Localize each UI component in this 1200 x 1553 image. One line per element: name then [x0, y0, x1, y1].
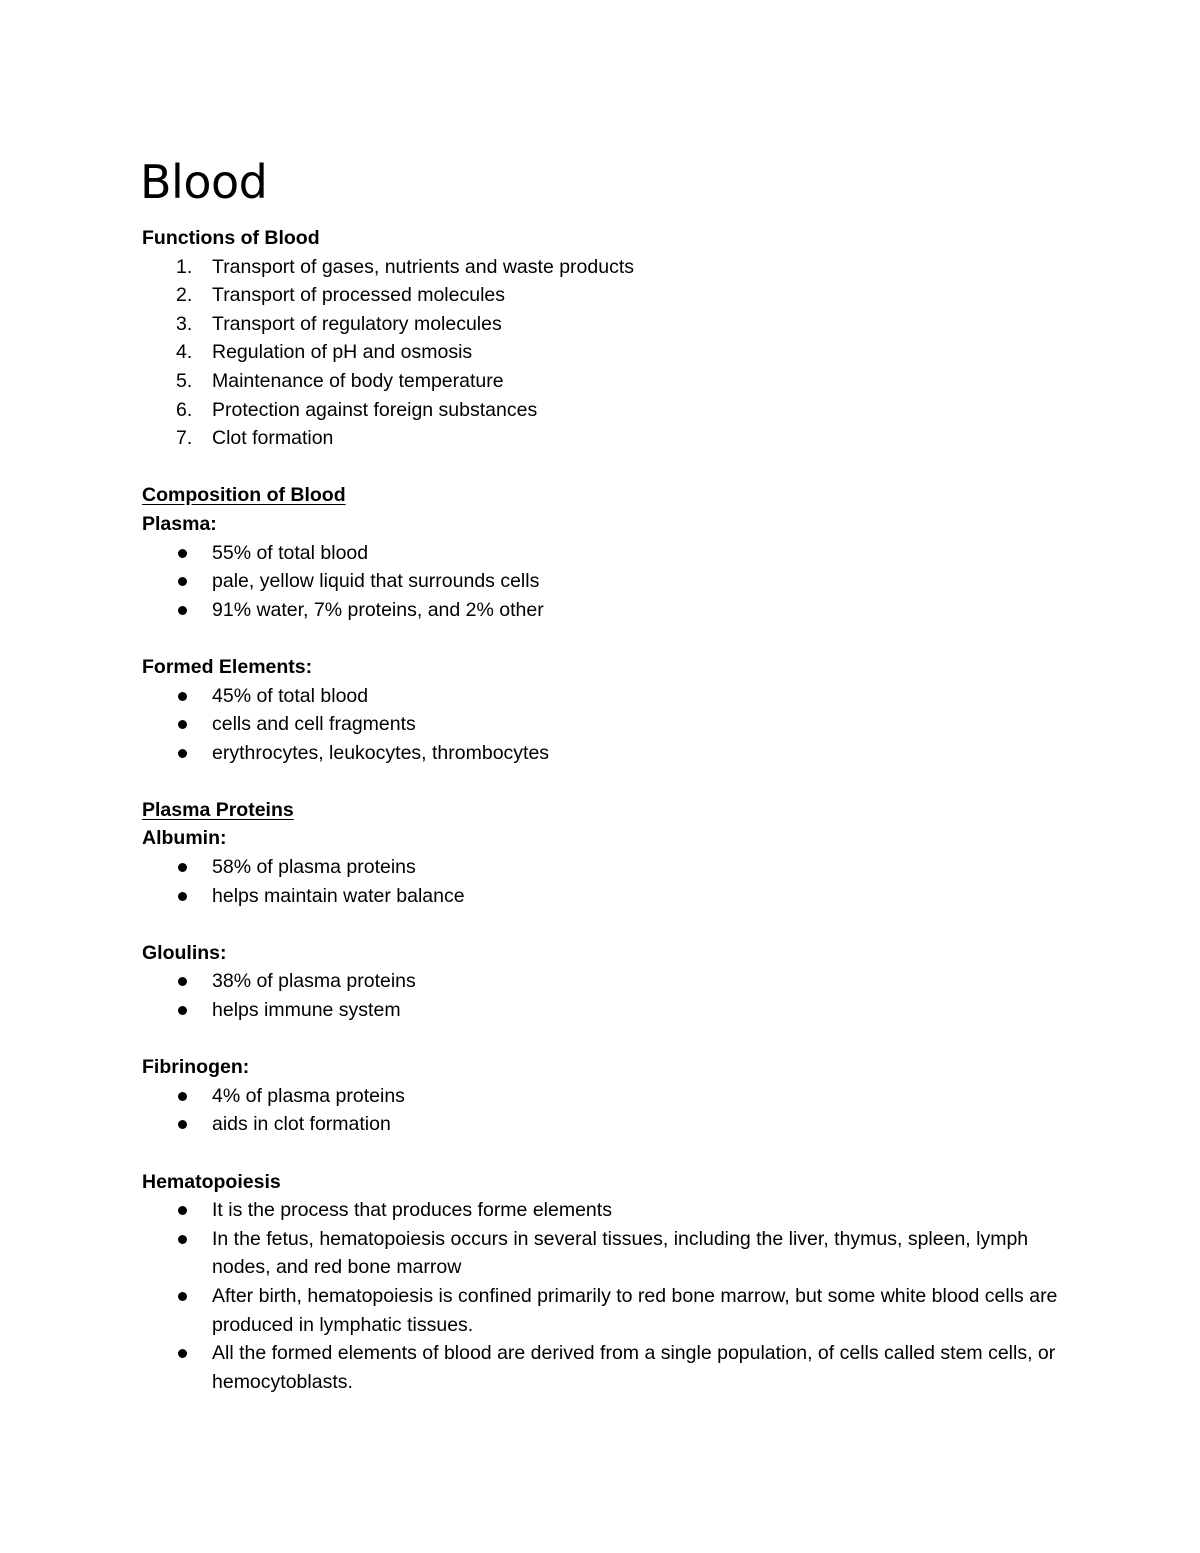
bullet-icon	[178, 577, 187, 586]
albumin-heading: Albumin:	[142, 827, 227, 850]
document-page	[142, 150, 1062, 1396]
plasma-list	[142, 539, 1062, 625]
functions-list	[142, 253, 1062, 453]
bullet-icon	[178, 692, 187, 701]
albumin-list	[142, 853, 1062, 910]
list-item: 91% water, 7% proteins, and 2% other	[142, 596, 1062, 625]
bullet-icon	[178, 749, 187, 758]
plasma-heading: Plasma:	[142, 512, 217, 535]
list-item: It is the process that produces forme elements	[142, 1196, 1062, 1225]
list-item: 55% of total blood	[142, 539, 1062, 568]
bullet-icon	[178, 720, 187, 729]
bullet-icon	[178, 863, 187, 872]
bullet-icon	[178, 1292, 187, 1301]
fibrinogen-list	[142, 1082, 1062, 1139]
functions-heading: Functions of Blood	[142, 227, 320, 249]
spacer	[142, 910, 1062, 939]
list-number: 1.	[176, 255, 193, 278]
list-item: 1. Transport of gases, nutrients and waste products	[142, 253, 1062, 282]
list-item: aids in clot formation	[142, 1110, 1062, 1139]
bullet-icon	[178, 1235, 187, 1244]
list-number: 4.	[176, 341, 193, 364]
spacer	[142, 453, 1062, 482]
list-item: All the formed elements of blood are derived from a single population, of cells called stem cells, or hemocytoblasts.	[142, 1339, 1062, 1396]
list-item: helps maintain water balance	[142, 882, 1062, 911]
spacer	[142, 624, 1062, 653]
list-number: 3.	[176, 312, 193, 335]
hematopoiesis-heading: Hematopoiesis	[142, 1170, 281, 1193]
list-number: 6.	[176, 398, 193, 421]
list-number: 2.	[176, 284, 193, 307]
list-item: After birth, hematopoiesis is confined primarily to red bone marrow, but some white blood cells are produced in lymphatic tissues.	[142, 1282, 1062, 1339]
fibrinogen-heading: Fibrinogen:	[142, 1056, 250, 1079]
list-item: 5. Maintenance of body temperature	[142, 367, 1062, 396]
spacer	[142, 1025, 1062, 1054]
bullet-icon	[178, 977, 187, 986]
list-item: 4% of plasma proteins	[142, 1082, 1062, 1111]
list-item: 3. Transport of regulatory molecules	[142, 310, 1062, 339]
list-item: helps immune system	[142, 996, 1062, 1025]
spacer	[142, 767, 1062, 796]
bullet-icon	[178, 549, 187, 558]
list-item: 6. Protection against foreign substances	[142, 396, 1062, 425]
formed-elements-list	[142, 682, 1062, 768]
list-item: 4. Regulation of pH and osmosis	[142, 338, 1062, 367]
list-item: 2. Transport of processed molecules	[142, 281, 1062, 310]
list-number: 5.	[176, 369, 193, 392]
list-number: 7.	[176, 427, 193, 450]
list-item: cells and cell fragments	[142, 710, 1062, 739]
spacer	[142, 1139, 1062, 1168]
bullet-icon	[178, 1092, 187, 1101]
list-item: 45% of total blood	[142, 682, 1062, 711]
bullet-icon	[178, 1349, 187, 1358]
globulins-list	[142, 967, 1062, 1024]
list-item: In the fetus, hematopoiesis occurs in several tissues, including the liver, thymus, spleen, lymph nodes, and red bone marrow	[142, 1225, 1062, 1282]
list-item: 7. Clot formation	[142, 424, 1062, 453]
bullet-icon	[178, 1006, 187, 1015]
formed-elements-heading: Formed Elements:	[142, 655, 313, 678]
globulins-heading: Gloulins:	[142, 941, 227, 964]
list-item: pale, yellow liquid that surrounds cells	[142, 567, 1062, 596]
hematopoiesis-list	[142, 1196, 1062, 1396]
document-title: Blood	[140, 155, 268, 209]
bullet-icon	[178, 606, 187, 615]
bullet-icon	[178, 1120, 187, 1129]
list-item: 58% of plasma proteins	[142, 853, 1062, 882]
composition-heading: Composition of Blood	[142, 484, 346, 507]
bullet-icon	[178, 1206, 187, 1215]
list-item: 38% of plasma proteins	[142, 967, 1062, 996]
list-item: erythrocytes, leukocytes, thrombocytes	[142, 739, 1062, 768]
plasma-proteins-heading: Plasma Proteins	[142, 798, 294, 821]
bullet-icon	[178, 892, 187, 901]
